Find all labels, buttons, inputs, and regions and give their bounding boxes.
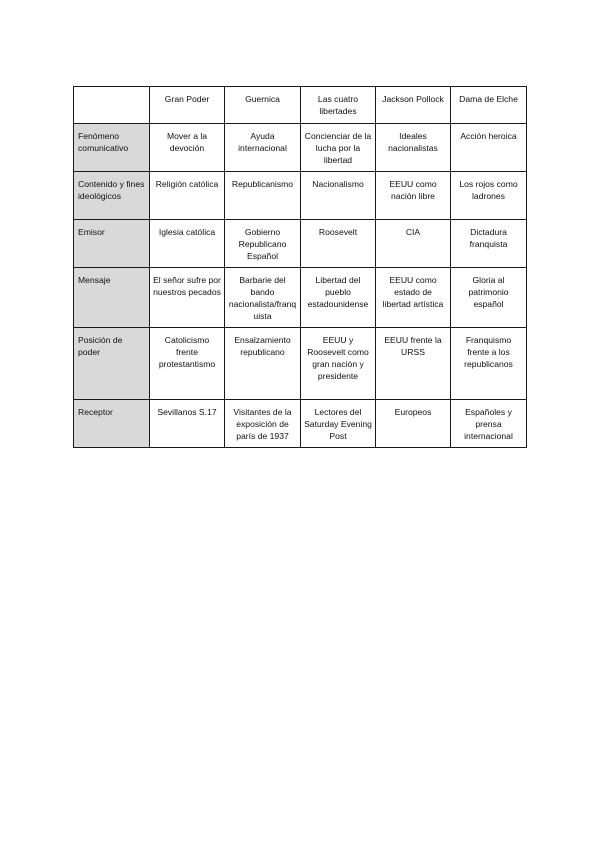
row-label-posicion: Posición de poder xyxy=(74,328,150,400)
table-cell: Dictadura franquista xyxy=(451,220,527,268)
table-cell: Roosevelt xyxy=(301,220,376,268)
header-cell-cuatro-libertades: Las cuatro libertades xyxy=(301,87,376,124)
table-cell: EEUU como nación libre xyxy=(376,172,451,220)
table-cell: Sevillanos S.17 xyxy=(150,400,225,448)
table-cell: Iglesia católica xyxy=(150,220,225,268)
table-cell: Franquismo frente a los republicanos xyxy=(451,328,527,400)
header-cell-gran-poder: Gran Poder xyxy=(150,87,225,124)
row-label-mensaje: Mensaje xyxy=(74,268,150,328)
table-cell: Visitantes de la exposición de parís de 1937 xyxy=(225,400,301,448)
table-cell: EEUU como estado de libertad artística xyxy=(376,268,451,328)
table-row xyxy=(74,400,527,448)
table-cell: Europeos xyxy=(376,400,451,448)
table-cell: El señor sufre por nuestros pecados xyxy=(150,268,225,328)
table-row xyxy=(74,268,527,328)
table-row xyxy=(74,124,527,172)
table-cell: Barbarie del bando nacionalista/franquista xyxy=(225,268,301,328)
table-cell: Acción heroica xyxy=(451,124,527,172)
table-row xyxy=(74,328,527,400)
table-cell: Catolicismo frente protestantismo xyxy=(150,328,225,400)
table-cell: Gloria al patrimonio español xyxy=(451,268,527,328)
table-cell: Mover a la devoción xyxy=(150,124,225,172)
row-label-contenido: Contenido y fines ideológicos xyxy=(74,172,150,220)
table-cell: Republicanismo xyxy=(225,172,301,220)
table-cell: Españoles y prensa internacional xyxy=(451,400,527,448)
row-label-fenomeno: Fenómeno comunicativo xyxy=(74,124,150,172)
table-cell: Los rojos como ladrones xyxy=(451,172,527,220)
table-cell: Ensalzamiento republicano xyxy=(225,328,301,400)
header-cell-empty xyxy=(74,87,150,124)
table-cell: Nacionalismo xyxy=(301,172,376,220)
table-cell: EEUU y Roosevelt como gran nación y presidente xyxy=(301,328,376,400)
header-cell-jackson-pollock: Jackson Pollock xyxy=(376,87,451,124)
table-row xyxy=(74,172,527,220)
row-label-receptor: Receptor xyxy=(74,400,150,448)
table-header-row xyxy=(74,87,527,124)
table-cell: Libertad del pueblo estadounidense xyxy=(301,268,376,328)
table-cell: CIA xyxy=(376,220,451,268)
comparison-table xyxy=(73,86,527,448)
header-cell-dama-de-elche: Dama de Elche xyxy=(451,87,527,124)
row-label-emisor: Emisor xyxy=(74,220,150,268)
table-cell: Gobierno Republicano Español xyxy=(225,220,301,268)
table-cell: Concienciar de la lucha por la libertad xyxy=(301,124,376,172)
table-cell: Ayuda internacional xyxy=(225,124,301,172)
table-cell: Ideales nacionalistas xyxy=(376,124,451,172)
table-cell: EEUU frente la URSS xyxy=(376,328,451,400)
header-cell-guernica: Guernica xyxy=(225,87,301,124)
table-row xyxy=(74,220,527,268)
table-cell: Lectores del Saturday Evening Post xyxy=(301,400,376,448)
table-cell: Religión católica xyxy=(150,172,225,220)
